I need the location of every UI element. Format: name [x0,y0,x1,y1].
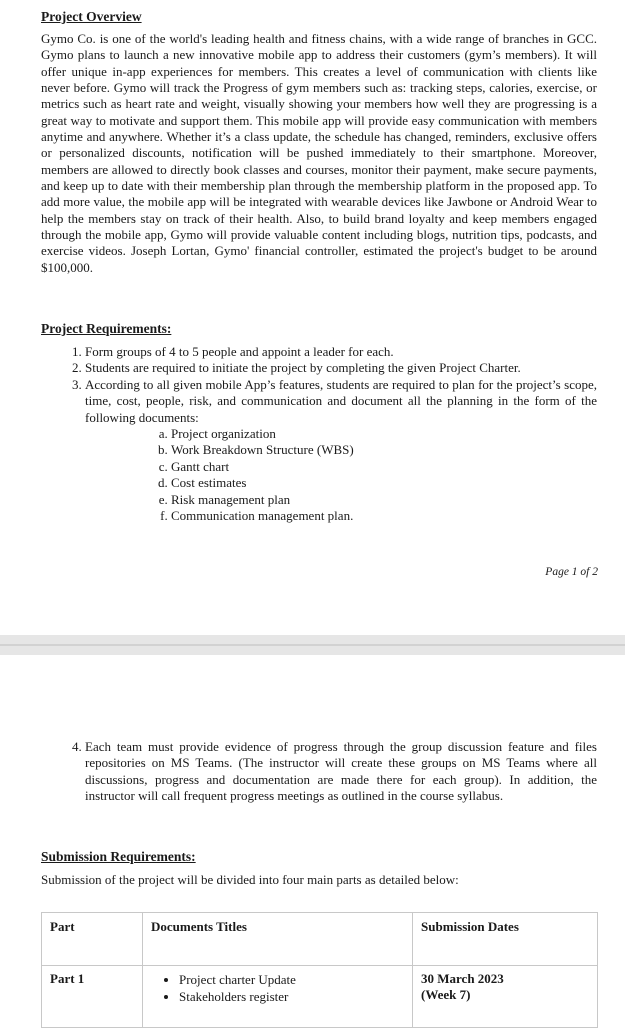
column-header: Documents Titles [143,913,413,966]
submission-table [41,912,598,1028]
document-item: b. Work Breakdown Structure (WBS) [171,442,597,458]
submission-date: 30 March 2023 [421,971,504,986]
requirement-item: 1. Form groups of 4 to 5 people and appoint a leader for each. [85,344,597,360]
overview-paragraph: Gymo Co. is one of the world's leading health and fitness chains, with a wide range of branches in GCC. Gymo plans to launch a new innovative mobile app to address their customers (gym’s members). It will offer unique in-app experiences for members. This creates a level of communication with clients like never before. Gymo will track the Progress of gym members such as: tracking steps, calories, exercise, or metrics such as heart rate and weight, visually showing your members how well they are progressing is a great way to motivate and support them. This mobile app will provide easy communication with members anytime and anywhere. Whether it’s a class update, the schedule has changed, reminders, exclusive offers or personalized discounts, notification will be pushed immediately to their smartphone. Moreover, members are allowed to directly book classes and courses, monitor their payment, make secure payments, and keep up to date with their membership plan through the membership platform in the proposed app. To add more value, the mobile app will be integrated with wearable devices like Jawbone or Android Wear to help the members stay on track of their health. Also, to build brand loyalty and keep members engaged through the mobile app, Gymo will provide valuable content including blogs, nutrition tips, podcasts, and exercise videos. Joseph Lortan, Gymo' financial controller, estimated the project's budget to be around $100,000. [41,31,597,275]
submission-week: (Week 7) [421,987,471,1002]
column-header: Part [42,913,143,966]
document-item: f. Communication management plan. [171,508,597,524]
document-title: • Stakeholders register [179,988,404,1005]
documents-cell [143,966,413,1028]
document-item: d. Cost estimates [171,475,597,491]
submission-text: Submission of the project will be divided into four main parts as detailed below: [41,872,459,887]
documents-list [85,426,597,524]
document-page-2 [0,655,625,1024]
requirement-item: 2. Students are required to initiate the project by completing the given Project Charter. [85,360,597,376]
table-header-row [42,913,598,966]
document-item: c. Gantt chart [171,459,597,475]
table-row [42,966,598,1028]
requirement-item [85,377,597,525]
requirements-list-continued [41,739,597,805]
requirement-text: According to all given mobile App’s features, students are required to plan for the project’s scope, time, cost, people, risk, and communication and document all the planning in the form of the following documents: [85,376,597,425]
submission-heading: Submission Requirements: [41,849,196,864]
date-cell [413,966,598,1028]
requirements-list [41,344,597,524]
part-cell: Part 1 [42,966,143,1028]
document-title: • Project charter Update [179,971,404,988]
document-item: e. Risk management plan [171,492,597,508]
column-header: Submission Dates [413,913,598,966]
overview-heading: Project Overview [41,9,142,24]
document-item: a. Project organization [171,426,597,442]
page-separator [0,635,625,655]
requirements-heading: Project Requirements: [41,321,172,336]
requirement-item: 4. Each team must provide evidence of progress through the group discussion feature and files repositories on MS Teams. (The instructor will create these groups on MS Teams where all discussions, progress and documentation are made there for each group). In addition, the instructor will call frequent progress meetings as outlined in the course syllabus. [85,739,597,805]
page-number: Page 1 of 2 [545,566,598,578]
